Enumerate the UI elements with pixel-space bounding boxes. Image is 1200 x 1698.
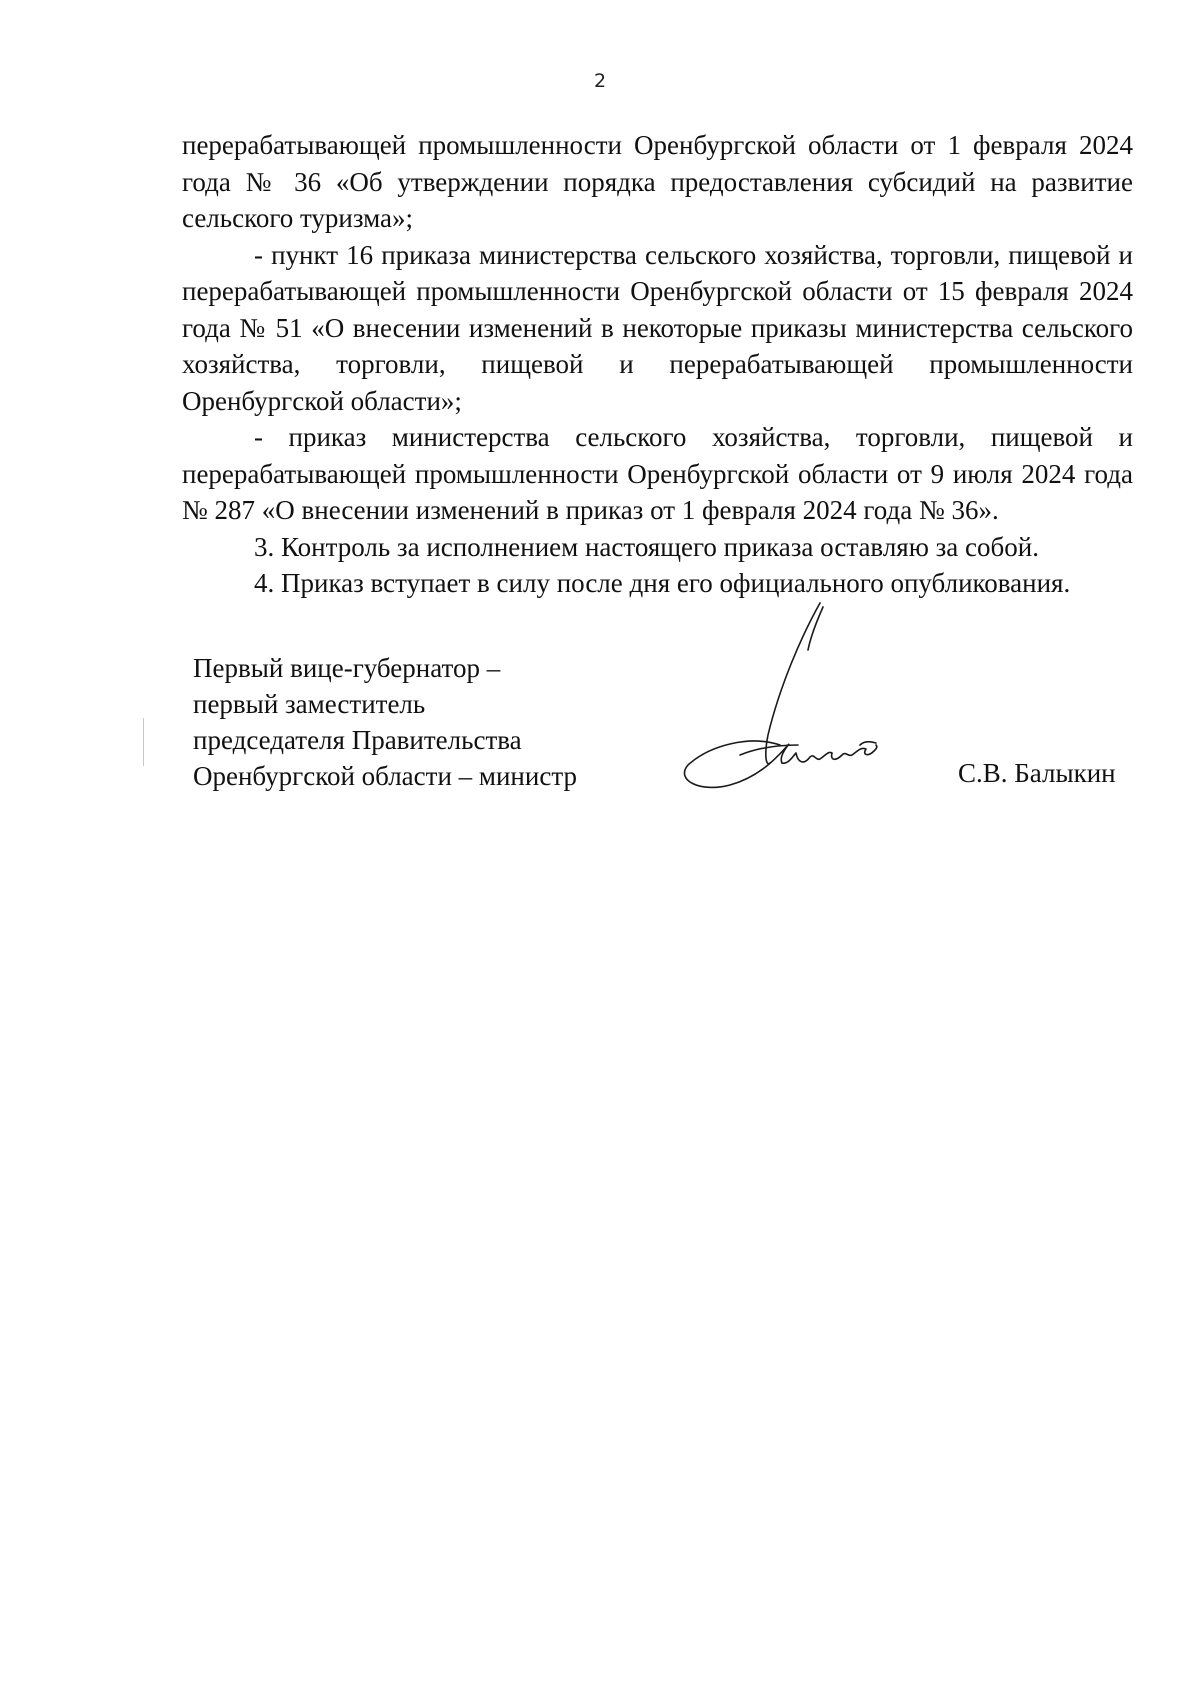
- paragraph-clause-3: 3. Контроль за исполнением настоящего приказа оставляю за собой.: [254, 531, 1039, 562]
- scan-margin-mark: [143, 718, 144, 766]
- signatory-title-line: председателя Правительства: [193, 725, 522, 755]
- signatory-name: С.В. Балыкин: [958, 758, 1116, 788]
- signatory-title: [193, 650, 577, 794]
- paragraph-item-16: - пункт 16 приказа министерства сельского хозяйства, торговли, пищевой и перерабатывающей промышленности Оренбургской области от 15 февраля 2024 года № 51 «О внесении изменений в некоторые приказы министерства сельского хозяйства, торговли, пищевой и перерабатывающей промышленности Оренбургской области»;: [182, 239, 1133, 416]
- signatory-title-line: Первый вице-губернатор –: [193, 653, 501, 683]
- paragraph-continuation: перерабатывающей промышленности Оренбургской области от 1 февраля 2024 года № 36 «Об утверждении порядка предоставления субсидий на развитие сельского туризма»;: [182, 130, 1133, 233]
- signatory-title-line: Оренбургской области – министр: [193, 761, 577, 791]
- document-body: [182, 127, 1133, 602]
- paragraph-clause-4: 4. Приказ вступает в силу после дня его официального опубликования.: [254, 568, 1071, 598]
- signatory-title-line: первый заместитель: [193, 689, 426, 719]
- paragraph-item-287: - приказ министерства сельского хозяйства, торговли, пищевой и перерабатывающей промышленности Оренбургской области от 9 июля 2024 года № 287 «О внесении изменений в приказ от 1 февраля 2024 года № 36».: [182, 422, 1133, 525]
- page-number: 2: [593, 70, 607, 92]
- handwritten-signature: [670, 595, 910, 795]
